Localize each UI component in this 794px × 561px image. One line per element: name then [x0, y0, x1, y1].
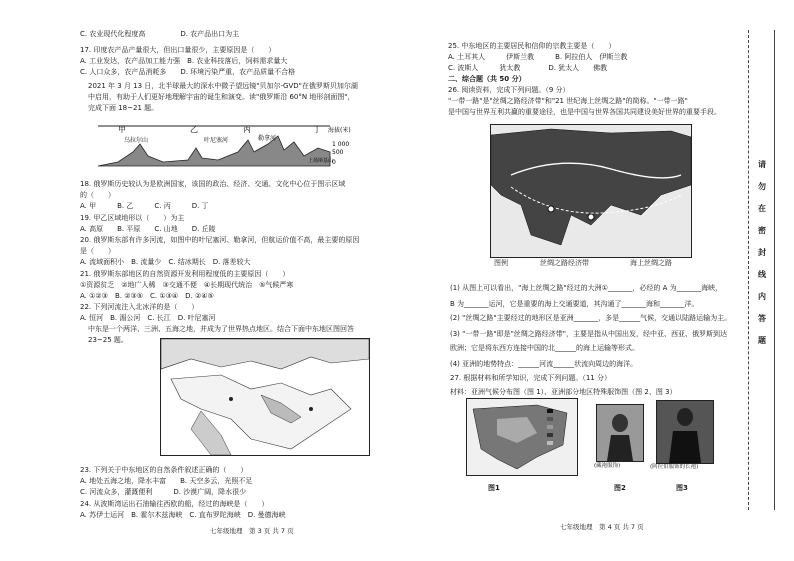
right-question-4: 欧洲；它是将东西方连接中国的北______的海上运输等形式。 [450, 344, 639, 352]
right-line-0: 25. 中东地区的主要居民和信仰的宗教主要是（ ） [448, 42, 616, 50]
left-line-5: 中启用，有助于人们更好地理解宇宙的诞生和演变。读"俄罗斯沿 60°N 地形剖面图"， [88, 93, 355, 101]
left-line-11: A. 高原 B. 平原 C. 山地 D. 丘陵 [80, 225, 216, 233]
left-line-25: 24. 从波斯湾运出石油输往西欧的船，经过的海峡是（ ） [80, 500, 269, 508]
terrain-profile-diagram [78, 122, 358, 170]
axis-tick-500: 500 [332, 149, 344, 156]
place-label-ural: 乌拉尔山 [124, 137, 149, 144]
left-line-2: A. 工业发达，农产品加工能力强 B. 农业科技落后，饲料需求量大 [80, 57, 288, 65]
right-question-2: (2) "丝绸之路"主要经过的地形区是亚洲_______，多是______气候，交通以陆路运输为主。 [450, 314, 732, 322]
left-line-3: C. 人口众多，农产品消耗多 D. 环境污染严重，农产品质量不合格 [80, 68, 296, 76]
left-footer: 七年级地理 第 3 页 共 7 页 [210, 527, 294, 535]
right-footer: 七年级地理 第 4 页 共 7 页 [560, 523, 644, 531]
right-question-1: B 为_______运河，它是重要的海上交通要道，其沟通了_______海和_______洋。 [450, 300, 699, 308]
middle-east-map [160, 338, 370, 456]
left-line-16: ①资源贫乏 ②地广人稀 ③交通不便 ④长期现代统治 ⑤气候严寒 [80, 281, 294, 289]
place-label-lena: 勒拿河 [258, 135, 277, 142]
binding-char-6: 内 [758, 292, 766, 301]
profile-label-jia: 甲 [118, 125, 126, 134]
fig2-caption: 图2 [614, 484, 626, 492]
right-line-4: 26. 阅读资料，完成下列问题。（9 分） [448, 86, 570, 94]
binding-char-2: 在 [758, 204, 766, 213]
left-line-14: A. 流域面积小 B. 流量少 C. 结冰期长 D. 落差较大 [80, 258, 251, 266]
left-line-8: 的（ ） [80, 191, 115, 199]
right-question-5: (4) 亚洲的地势特点：______河流______状流向周边的海洋。 [450, 360, 638, 368]
place-label-yenisei: 叶尼塞河 [204, 137, 229, 144]
profile-label-bing: 丙 [243, 125, 251, 134]
left-line-26: A. 苏伊士运河 B. 霍尔木兹海峡 C. 直布罗陀海峡 D. 曼德海峡 [80, 511, 286, 519]
legend-maritime-silk-road: 海上丝绸之路 [630, 259, 672, 267]
tibetan-robe-photo [596, 404, 644, 462]
left-line-1: 17. 印度农产品产量很大，但出口量很少，主要原因是（ ） [80, 46, 276, 54]
left-line-6: 完成下面 18~21 题。 [88, 104, 159, 112]
binding-char-7: 答 [758, 314, 766, 323]
axis-tick-0: 0 [332, 159, 336, 166]
belt-and-road-map [490, 124, 692, 258]
left-line-13: 是（ ） [80, 247, 115, 255]
left-line-7: 18. 俄罗斯历史较认为是欧洲国家，该国的政治、经济、交通、文化中心位于图示区域 [80, 180, 346, 188]
fig3-label: (阿拉伯服饰的长袍) [650, 464, 699, 470]
binding-char-5: 线 [758, 270, 766, 279]
binding-char-3: 密 [758, 226, 766, 235]
left-line-24: C. 河流众多，灌溉便利 D. 沙漠广阔，降水很少 [80, 488, 247, 496]
left-line-19: A. 恒河 B. 湄公河 C. 长江 D. 叶尼塞河 [80, 314, 216, 322]
binding-char-1: 勿 [758, 182, 766, 191]
fig1-caption: 图1 [488, 484, 500, 492]
right-question-0: (1) 从图上可以看出，"海上丝绸之路"经过的大洲①_______，必经的 A 为_______海峡， [450, 284, 723, 292]
right-line-5: "一带一路"是"丝绸之路经济带"和"21 世纪海上丝绸之路"的简称。"一带一路" [448, 97, 688, 105]
axis-title: 海拔(米) [328, 127, 351, 134]
map-legend-title: 图例 [494, 259, 508, 267]
binding-char-4: 封 [758, 248, 766, 257]
right-question-6: 27. 根据材料和所学知识，完成下列问题。（11 分） [450, 374, 611, 382]
place-label-verkhoyansk: 上扬斯基山 [308, 158, 334, 164]
left-line-0: C. 农业现代化程度高 D. 农产品出口为主 [80, 30, 240, 38]
left-line-18: 22. 下列河流注入北冰洋的是（ ） [80, 303, 199, 311]
fig2-label: (藏袍服饰) [594, 463, 621, 469]
binding-char-0: 请 [758, 160, 766, 169]
left-line-4: 2021 年 3 月 13 日，北半球最大的深水中微子望远镜"贝加尔-GVD"在俄罗斯贝加尔湖 [88, 82, 358, 90]
left-line-23: A. 地处五海之地，降水丰富 B. 天空多云，光照不足 [80, 477, 253, 485]
profile-label-ding: 丁 [313, 125, 321, 134]
right-line-1: A. 土耳其人 伊斯兰教 B. 阿拉伯人 伊斯兰教 [448, 53, 628, 61]
left-line-12: 20. 俄罗斯东部有许多河流，如图中的叶尼塞河、勒拿河，但航运价值不高，最主要的原因 [80, 236, 360, 244]
left-line-20: 中东是一个两洋、三洲、五海之地，并成为了世界热点地区。结合下面中东地区图回答 [88, 325, 354, 333]
fig3-caption: 图3 [676, 484, 688, 492]
right-question-3: (3) "一带一路"即是"丝绸之路经济带"，主要是指从中国出发，经中亚、西亚、俄罗斯到达 [450, 330, 728, 338]
legend-silk-road-belt: 丝绸之路经济带 [540, 259, 589, 267]
left-line-22: 23. 下列关于中东地区的自然条件叙述正确的（ ） [80, 466, 248, 474]
binding-line [748, 30, 749, 510]
right-question-7: 材料：亚洲气候分布图（图 1）、亚洲部分地区特殊服饰图（图 2、图 3） [450, 388, 677, 396]
profile-label-yi: 乙 [190, 125, 198, 134]
right-line-3: 二、综合题（共 50 分） [448, 75, 526, 83]
left-line-21: 23~25 题。 [88, 336, 128, 344]
asia-climate-map [466, 398, 578, 476]
right-line-2: C. 波斯人 犹太教 D. 犹太人 佛教 [448, 64, 608, 72]
left-line-17: A. ①②③ B. ②③⑤ C. ①③④ D. ②④⑤ [80, 292, 214, 300]
binding-char-8: 题 [758, 336, 766, 345]
left-line-10: 19. 甲乙区域地形以（ ）为主 [80, 214, 185, 222]
binding-line-solid [774, 30, 775, 510]
left-line-9: A. 甲 B. 乙 C. 丙 D. 丁 [80, 202, 209, 210]
arab-robe-photo [656, 400, 714, 464]
left-line-15: 21. 俄罗斯东部地区的自然资源开发利用程度低的主要原因（ ） [80, 270, 290, 278]
right-line-6: 是中国与世界互利共赢的重要途径，也是中国与世界各国共同建设美好世界的重要手段。 [448, 108, 721, 116]
axis-tick-1000: 1 000 [332, 141, 350, 148]
